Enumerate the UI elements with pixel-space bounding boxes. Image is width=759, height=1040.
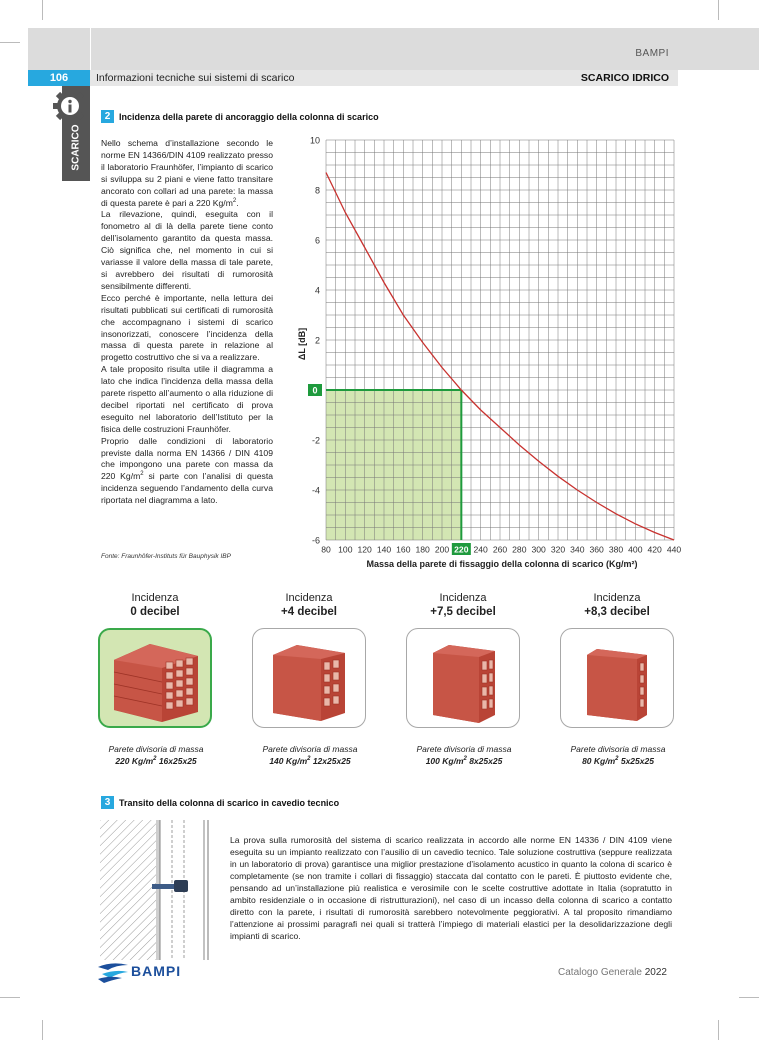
y-axis-label: ΔL [dB]: [297, 327, 307, 361]
brick-item: [404, 592, 522, 766]
x-tick-label: 240: [473, 544, 488, 555]
brick-item: [558, 592, 676, 766]
crop-mark: [42, 1020, 43, 1040]
x-tick-label: 220: [454, 544, 469, 555]
y-tick-label: 10: [309, 135, 320, 146]
section-title: Incidenza della parete di ancoraggio della colonna di scarico: [119, 112, 379, 122]
body-paragraph: La rilevazione, quindi, eseguita con il fonometro al di là della parete tiene conto dell’isolamento garantito da questa massa. Ciò significa che, nel momento in cui si variasse il valore della massa di tale parete, si avrebbero dei risultati di rumorosità sensibilmente differenti.: [101, 209, 273, 291]
brick-image: [253, 629, 363, 725]
x-tick-label: 100: [338, 544, 353, 555]
x-tick-label: 420: [647, 544, 662, 555]
y-tick-label: 0: [312, 385, 318, 396]
x-tick-label: 320: [550, 544, 566, 555]
section-number: 3: [101, 796, 114, 809]
incidence-value: 0 decibel: [130, 606, 180, 618]
y-tick-label: 8: [314, 185, 320, 196]
brick-item: [96, 592, 214, 766]
x-tick-label: 120: [357, 544, 372, 555]
incidence-label: Incidenza: [593, 592, 641, 604]
section3-paragraph: La prova sulla rumorosità del sistema di scarico realizzata in accordo alle norme EN 14336 / DIN 4109 viene eseguita su un impianto realizzato con l’ausilio di un cavedio tecnico. Tale soluzione costruttiva (seppure realizzata in un laboratorio di prova) garantisce una miglior prestazione d’isolamento acustico in quanto la colona di scarico è completamente (se non tramite i collari di fissaggio) staccata dal contatto con le pareti. È piuttosto evidente che, pensando ad un’installazione più realistica e verosimile con le scelte costruttive adottate in Italia (sopratutto in ambito residenziale o in occasione di ristrutturazioni), nel caso di un incasso della colonna di scarico a contatto diretto con la parete, i risultati di rumorosità sarebbero notevolmente peggiorativi. A tal proposito rimandiamo l’attenzione ai prossimi paragrafi nei quali si tratterà l’impiego di materiali elastici per la desolidarizzazione degli impianti di scarico.: [230, 835, 672, 941]
x-tick-label: 380: [608, 544, 624, 555]
brick-spec: 100 $Kg/m^2$ 8x25x25: [425, 756, 503, 766]
incidence-label: Incidenza: [131, 592, 179, 604]
brick-caption: Parete divisoria di massa: [570, 744, 666, 754]
incidence-label: Incidenza: [285, 592, 333, 604]
x-tick-labels: [321, 543, 681, 555]
footer-catalog: Catalogo Generale 2022: [558, 967, 667, 978]
x-tick-label: 280: [512, 544, 527, 555]
body-paragraph: A tale proposito risulta utile il diagramma a lato che indica l’incidenza della massa della parete rispetto all’aumento o alla riduzione di decibel riportati nel certificato di prova eseguito nel laboratorio dell’Istituto per la fisica delle costruzioni Fraunhöfer.: [101, 364, 273, 434]
y-tick-label: 4: [314, 285, 320, 296]
x-tick-label: 360: [589, 544, 604, 555]
brick-image: [561, 629, 671, 725]
section-number: 2: [101, 110, 114, 123]
y-tick-label: -4: [311, 485, 320, 496]
x-axis-label: Massa della parete di fissaggio della colonna di scarico (Kg/m²): [366, 559, 638, 569]
crop-mark: [718, 1020, 719, 1040]
x-tick-label: 200: [434, 544, 450, 555]
y-tick-label: 6: [314, 235, 320, 246]
crop-mark: [0, 997, 20, 998]
brick-card: [98, 628, 212, 728]
brick-item: [250, 592, 368, 766]
incidence-label: Incidenza: [439, 592, 487, 604]
side-tab-label: SCARICO: [70, 124, 82, 171]
y-tick-label: -2: [311, 435, 320, 446]
header-section-title: SCARICO IDRICO: [580, 72, 669, 84]
incidence-value: +8,3 decibel: [584, 606, 650, 618]
brick-card: [252, 628, 366, 728]
crop-mark: [739, 997, 759, 998]
x-tick-label: 300: [531, 544, 546, 555]
brick-image: [407, 629, 517, 725]
x-tick-label: 160: [396, 544, 411, 555]
x-tick-label: 80: [321, 544, 331, 555]
brick-card: [560, 628, 674, 728]
body-paragraph: Ecco perché è importante, nella lettura dei risultati pubblicati sui certificati di rumorosità che accompagnano i sistemi di scarico insonorizzati, conoscere l’incidenza della massa di questa parete in relazione al progetto costruttivo che si va a realizzare.: [101, 292, 273, 363]
header-brand: BAMPI: [635, 48, 669, 59]
incidence-value: +4 decibel: [281, 606, 337, 618]
source-note: Fonte: Fraunhöfer-Instituts für Bauphysik IBP: [101, 553, 231, 560]
brick-caption: Parete divisoria di massa: [416, 744, 512, 754]
body-paragraph: Proprio dalle condizioni di laboratorio previste dalla norma EN 14366 / DIN 4109 che impongono una parete con massa da 220 $Kg/m^2$ si parte con l’analisi di questa incidenza seguendo l’andamento della curva riportata nel diagramma a lato.: [101, 435, 273, 506]
x-tick-label: 260: [492, 544, 508, 555]
brick-image: [100, 630, 210, 726]
y-tick-label: -6: [311, 535, 320, 546]
body-paragraph: Nello schema d’installazione secondo le norme EN 14366/DIN 4109 realizzato presso il laboratorio Fraunhöfer, l’impianto di scarico si sviluppa su 2 piani e viene fatto transitare ancorato con collari ad una parete: la massa di questa parete è pari a 220 $Kg/m^2$.: [101, 138, 273, 208]
x-tick-label: 140: [376, 544, 392, 555]
brick-spec: 80 $Kg/m^2$ 5x25x25: [582, 756, 654, 766]
x-tick-label: 400: [628, 544, 643, 555]
section-title: Transito della colonna di scarico in cavedio tecnico: [119, 798, 340, 808]
shaft-illustration: [100, 820, 216, 960]
x-tick-label: 180: [415, 544, 430, 555]
header-title: Informazioni tecniche sui sistemi di scarico: [96, 72, 295, 84]
x-tick-label: 340: [570, 544, 585, 555]
bampi-logo-text: BAMPI: [131, 963, 182, 979]
brick-caption: Parete divisoria di massa: [262, 744, 358, 754]
brick-spec: 140 $Kg/m^2$ 12x25x25: [269, 756, 351, 766]
bricks-row: [96, 592, 676, 782]
x-tick-label: 440: [666, 544, 682, 555]
incidence-value: +7,5 decibel: [430, 606, 496, 618]
brick-spec: 220 $Kg/m^2$ 16x25x25: [115, 756, 197, 766]
y-tick-labels: [308, 136, 322, 546]
brick-card: [406, 628, 520, 728]
brick-caption: Parete divisoria di massa: [108, 744, 204, 754]
page-number: 106: [28, 70, 90, 86]
y-tick-label: 2: [314, 335, 320, 346]
bampi-logo-icon: [96, 961, 130, 983]
